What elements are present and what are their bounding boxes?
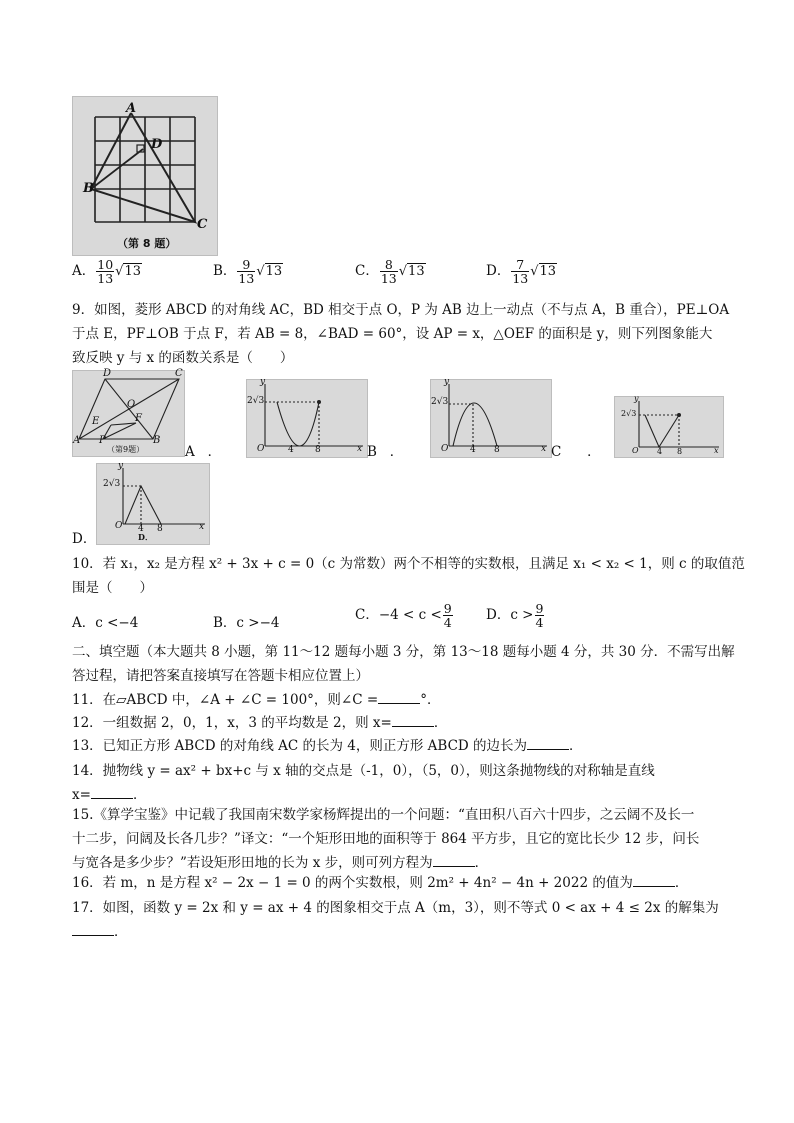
- q13-answer-blank[interactable]: [527, 737, 569, 750]
- q12-answer-blank[interactable]: [392, 714, 434, 727]
- q8-option-d: D． $\frac{7}{13}$ √13: [486, 257, 557, 286]
- q17-answer-blank[interactable]: [72, 923, 114, 936]
- q14-line-1: 14．抛物线 y = ax² + bx+c 与 x 轴的交点是（-1，0），（5，0），则这条抛物线的对称轴是直线: [72, 763, 655, 779]
- q9-option-a-letter: A ．: [185, 444, 222, 460]
- graph-a-origin: O: [257, 444, 265, 454]
- graph-d-x4: 4: [138, 524, 144, 534]
- graph-a-y-label: y: [260, 377, 266, 387]
- q8-option-c: C． $\frac{8}{13}$ √13: [355, 257, 425, 286]
- fig8-caption: （第 8 题）: [117, 237, 177, 250]
- q10-line-1: 10．若 x₁，x₂ 是方程 x² + 3x + c = 0（c 为常数）两个不相等的实数根，且满足 x₁ < x₂ < 1，则 c 的取值范: [72, 556, 745, 572]
- fig8-label-d: D: [151, 137, 163, 152]
- q9-line-2: 于点 E，PF⊥OB 于点 F，若 AB = 8，∠BAD = 60°，设 AP = x，△OEF 的面积是 y，则下列图象能大: [72, 326, 713, 342]
- figure-8: [72, 96, 218, 256]
- q10-option-d: D．c > $\frac{9}{4}$: [486, 601, 544, 630]
- q9-line-1: 9．如图，菱形 ABCD 的对角线 AC，BD 相交于点 O，P 为 AB 边上一动点（不与点 A，B 重合），PE⊥OA: [72, 302, 730, 318]
- fig9-caption: （第9题）: [107, 445, 145, 454]
- q11: 11．在▱ABCD 中，∠A + ∠C = 100°，则∠C = °．: [72, 692, 441, 708]
- graph-d-origin: O: [115, 521, 123, 531]
- q10-options: [72, 602, 772, 638]
- q8-b-sqrt: √13: [256, 264, 283, 279]
- graph-a-x4: 4: [288, 445, 294, 455]
- graph-b-x8: 8: [494, 445, 500, 455]
- fig9-label-p: P: [99, 435, 106, 446]
- fig9-label-a: A: [73, 435, 81, 446]
- figure-9: [72, 370, 185, 457]
- graph-c-origin: O: [632, 446, 639, 455]
- q14-answer-blank[interactable]: [91, 786, 133, 799]
- fig9-label-b: B: [153, 435, 161, 446]
- q10-option-b: B．c >−4: [213, 615, 280, 631]
- q8-a-sqrt: √13: [115, 264, 141, 279]
- q16: 16．若 m，n 是方程 x² − 2x − 1 = 0 的两个实数根，则 2m² + 4n² − 4n + 2022 的值为 ．: [72, 875, 689, 891]
- q12: 12．一组数据 2，0，1，x，3 的平均数是 2，则 x= ．: [72, 715, 448, 731]
- q9-graph-d: [96, 463, 210, 545]
- q8-d-fraction: $\frac{7}{13}$: [512, 257, 529, 286]
- fig8-label-b: B: [83, 181, 94, 196]
- graph-b-y-label: y: [444, 377, 450, 387]
- graph-d-x8: 8: [157, 524, 163, 534]
- q10-d-fraction: $\frac{9}{4}$: [535, 601, 544, 630]
- graph-b-origin: O: [441, 444, 449, 454]
- graph-b-x-label: x: [541, 444, 547, 454]
- q9-graph-c: [614, 396, 724, 458]
- fig9-label-c: C: [175, 368, 183, 379]
- q9-option-b-letter: B ．: [367, 444, 404, 460]
- q13: 13．已知正方形 ABCD 的对角线 AC 的长为 4，则正方形 ABCD 的边长为 ．: [72, 738, 583, 754]
- fig9-label-f: F: [135, 413, 142, 424]
- q8-option-b: B． $\frac{9}{13}$ √13: [213, 257, 283, 286]
- q17-line-2: ．: [72, 922, 128, 942]
- fig9-label-e: E: [92, 416, 100, 427]
- q10-option-a: A．c <−4: [72, 615, 139, 631]
- graph-d-caption-letter: D．: [138, 532, 153, 542]
- graph-a-ymax: 2√3: [247, 396, 265, 406]
- graph-d-y-label: y: [118, 461, 124, 471]
- graph-d-ymax: 2√3: [103, 479, 121, 489]
- q15-line-2: 十二步，问阔及长各几步？”译文：“一个矩形田地的面积等于 864 平方步，且它的宽比长少 12 步，问长: [72, 831, 700, 847]
- q8-d-sqrt: √13: [530, 264, 557, 279]
- q9-option-d-letter: D．: [72, 531, 97, 547]
- q8-option-a: A． $\frac{10}{13}$ √13: [72, 257, 141, 286]
- section-2-heading-2: 答过程，请把答案直接填写在答题卡相应位置上）: [72, 668, 369, 684]
- q10-line-2: 围是（ ）: [72, 580, 153, 596]
- q10-c-fraction: $\frac{9}{4}$: [443, 601, 452, 630]
- fig8-label-a: A: [126, 101, 137, 116]
- q11-answer-blank[interactable]: [378, 691, 420, 704]
- q8-options: [72, 258, 772, 294]
- graph-c-x4: 4: [657, 447, 663, 456]
- graph-a-x8: 8: [315, 445, 321, 455]
- graph-a-x-label: x: [357, 444, 363, 454]
- graph-c-x-label: x: [714, 446, 719, 455]
- q9-graph-b: [430, 379, 552, 458]
- q8-a-fraction: $\frac{10}{13}$: [97, 257, 114, 286]
- fig9-label-d: D: [103, 368, 112, 379]
- q17-line-1: 17．如图，函数 y = 2x 和 y = ax + 4 的图象相交于点 A（m，3），则不等式 0 < ax + 4 ≤ 2x 的解集为: [72, 900, 719, 916]
- graph-c-x8: 8: [677, 447, 683, 456]
- q8-c-sqrt: √13: [398, 264, 425, 279]
- graph-d-x-label: x: [199, 522, 205, 532]
- graph-b-ymax: 2√3: [431, 397, 449, 407]
- q8-b-fraction: $\frac{9}{13}$: [238, 257, 255, 286]
- graph-c-y-label: y: [634, 394, 639, 403]
- q9-option-c-letter: C ．: [551, 444, 601, 460]
- q15-line-3: 与宽各是多少步？”若设矩形田地的长为 x 步，则可列方程为 ．: [72, 855, 489, 871]
- graph-b-x4: 4: [470, 445, 476, 455]
- q14-line-2: x= ．: [72, 787, 147, 803]
- q15-answer-blank[interactable]: [433, 854, 475, 867]
- q8-c-fraction: $\frac{8}{13}$: [380, 257, 397, 286]
- q10-option-c: C．−4 < c < $\frac{9}{4}$: [355, 601, 452, 630]
- q16-answer-blank[interactable]: [633, 874, 675, 887]
- fig8-label-c: C: [197, 217, 208, 232]
- section-2-heading-1: 二、填空题（本大题共 8 小题，第 11～12 题每小题 3 分，第 13～18 题每小题 4 分，共 30 分．不需写出解: [72, 644, 735, 660]
- q9-graph-a: [246, 379, 368, 458]
- fig9-label-o: O: [127, 399, 136, 410]
- graph-c-ymax: 2√3: [621, 409, 637, 418]
- q9-line-3: 致反映 y 与 x 的函数关系是（ ）: [72, 350, 294, 366]
- q15-line-1: 15.《算学宝鉴》中记载了我国南宋数学家杨辉提出的一个问题：“直田积八百六十四步，之云阔不及长一: [72, 807, 695, 823]
